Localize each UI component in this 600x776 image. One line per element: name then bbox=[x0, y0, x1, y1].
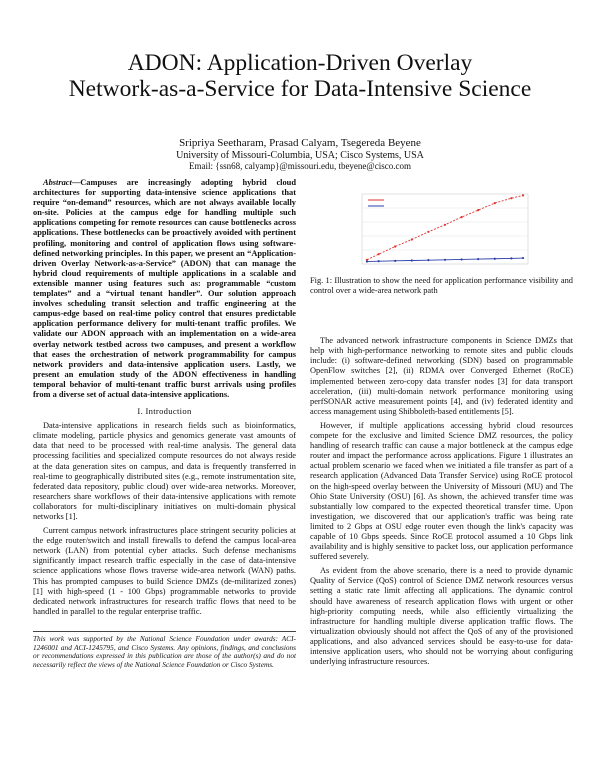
series-1-point bbox=[444, 224, 446, 226]
title-line-1: ADON: Application-Driven Overlay bbox=[127, 50, 473, 76]
series-1-point bbox=[427, 231, 429, 233]
intro-paragraph-1: Data-intensive applications in research fields such as bioinformatics, climate modeling, particle physics and genomics generate vast amounts of data that need to be processed with real-time analysis. The general data processing facilities and specialized compute resources do not always reside at the data generation sites on campus, and data is frequently transferred in real-time to geographically distributed sites (e.g., remote instrumentation site, federated data repository, public cloud) over wide-area networks. Moreover, researchers share workflows of their data-intensive applications with remote collaborators for multi-disciplinary initiatives on multi-domain physical networks [1]. bbox=[33, 421, 296, 521]
series-1-point bbox=[522, 194, 524, 196]
right-column bbox=[310, 178, 573, 671]
abstract bbox=[33, 178, 296, 400]
series-2-point bbox=[394, 260, 396, 262]
author-names: Sripriya Seetharam, Prasad Calyam, Tsegereda Beyene bbox=[179, 137, 421, 149]
paper-title bbox=[40, 50, 560, 102]
series-1-point bbox=[477, 209, 479, 211]
series-2-point bbox=[494, 258, 496, 260]
figure-1 bbox=[310, 182, 573, 274]
affiliation: University of Missouri-Columbia, USA; Cisco Systems, USA bbox=[176, 150, 424, 161]
series-1-point bbox=[378, 253, 380, 255]
figure-1-chart bbox=[310, 182, 573, 274]
series-2-point bbox=[411, 259, 413, 261]
series-2-point bbox=[366, 260, 368, 262]
intro-heading: I. Introduction bbox=[137, 406, 192, 417]
series-2-point bbox=[461, 258, 463, 260]
plot-frame bbox=[362, 194, 528, 264]
abstract-text: Campuses are increasingly adopting hybrid cloud architectures for supporting data-intensive science applications that require “on-demand” resources, which are not always available locally on-site. Policies at the campus edge for handling multiple such applications competing for remote resources can cause bottlenecks across applications. These bottlenecks can be proactively avoided with pertinent profiling, monitoring and control of application flows using software-defined networking principles. In this paper, we present an “Application-driven Overlay Network-as-a-Service” (ADON) that can manage the hybrid cloud requirements of multiple applications in a scalable and extensible manner using features such as: programmable “custom templates” and a “virtual tenant handler”. Our solution approach involves scheduling transit selection and traffic engineering at the campus-edge based on real-time policy control that ensures predictable application performance delivery for multi-tenant traffic profiles. We validate our ADON approach with an implementation on a wide-area overlay network testbed across two campuses, and present a workflow that eases the orchestration of network programmability for campus network providers and data-intensive application users. Lastly, we present an emulation study of the ADON effectiveness in handling temporal behavior of multi-tenant traffic burst arrivals using profiles from a diverse set of actual data-intensive applications. bbox=[33, 178, 296, 399]
right-paragraph-1: The advanced network infrastructure components in Science DMZs that help with high-performance networking to remote sites and public clouds include: (i) software-defined networking (SDN) based on programmable OpenFlow switches [2], (ii) RDMA over Converged Ethernet (RoCE) implemented between zero-copy data transfer nodes [3] for data transport acceleration, (iii) multi-domain network performance monitoring using perfSONAR active measurement points [4], and (iv) federated identity and access management using Shibboleth-based entitlements [5]. bbox=[310, 336, 573, 416]
series-2-point bbox=[510, 257, 512, 259]
series-2-point bbox=[378, 260, 380, 262]
series-1-point bbox=[494, 202, 496, 204]
author-block bbox=[60, 138, 540, 172]
left-column bbox=[33, 178, 296, 669]
right-paragraph-3: As evident from the above scenario, there is a need to provide dynamic Quality of Service (QoS) control of Science DMZ network resources versus setting a static rate limit affecting all applications. The dynamic control should have awareness of research application flows with urgent or other high-priority computing needs, while also efficiently virtualizing the infrastructure for handling multiple diverse application traffic flows. The virtualization obviously should not affect the QoS of any of the provisioned applications, and also advanced services should be easy-to-use for data-intensive application users, who should not be worrying about configuring underlying infrastructure resources. bbox=[310, 566, 573, 667]
series-2-point bbox=[477, 258, 479, 260]
series-1-point bbox=[394, 245, 396, 247]
abstract-lead: Abstract— bbox=[43, 178, 81, 187]
series-2-point bbox=[427, 259, 429, 261]
series-2-point bbox=[522, 257, 524, 259]
figure-1-caption: Fig. 1: Illustration to show the need for application performance visibility and control over a wide-area network path bbox=[310, 276, 573, 296]
author-email: Email: {ssn68, calyamp}@missouri.edu, tbeyene@cisco.com bbox=[189, 161, 411, 171]
right-paragraph-2: However, if multiple applications accessing hybrid cloud resources compete for the exclusive and limited Science DMZ resources, the policy handling of research traffic can cause a major bottleneck at the campus edge router and impact the performance across applications. Figure 1 illustrates an actual problem scenario we faced when we initiated a file transfer as part of a research application (Advanced Data Transfer Service) using RoCE protocol on the high-speed overlay between the University of Missouri (MU) and The Ohio State University (OSU) [6]. As shown, the achieved transfer time was substantially low compared to the expected theoretical transfer time. Upon investigation, we discovered that our application's traffic was being rate limited to 2 Gbps at OSU edge router even though the link's capacity was capable of 10 Gbps speeds. Since RoCE protocol assumed a 10 Gbps link availability and is highly sensitive to packet loss, our application performance suffered severely. bbox=[310, 420, 573, 562]
title-line-2: Network-as-a-Service for Data-Intensive Science bbox=[68, 76, 532, 102]
intro-paragraph-2: Current campus network infrastructures place stringent security policies at the edge router/switch and install firewalls to defend the campus local-area network (LAN) from potential cyber attacks. Such defense mechanisms significantly impact research traffic especially in the case of data-intensive science applications whose flows traverse wide-area network (WAN) paths. This has prompted campuses to build Science DMZs (de-militarized zones) [1] with high-speed (1 - 100 Gbps) programmable networks to provide dedicated network infrastructures for research traffic flows that need to be handled in parallel to the regular enterprise traffic. bbox=[33, 526, 296, 616]
series-2-point bbox=[444, 259, 446, 261]
series-1-point bbox=[461, 216, 463, 218]
funding-footnote: This work was supported by the National Science Foundation under awards: ACI-1246001 and ACI-1245795, and Cisco Systems. Any opinions, findings, and conclusions or recommendations expressed in this publication are those of the author(s) and do not necessarily reflect the views of the National Science Foundation or Cisco Systems. bbox=[33, 631, 296, 669]
series-1-point bbox=[510, 197, 512, 199]
series-1-point bbox=[411, 238, 413, 240]
